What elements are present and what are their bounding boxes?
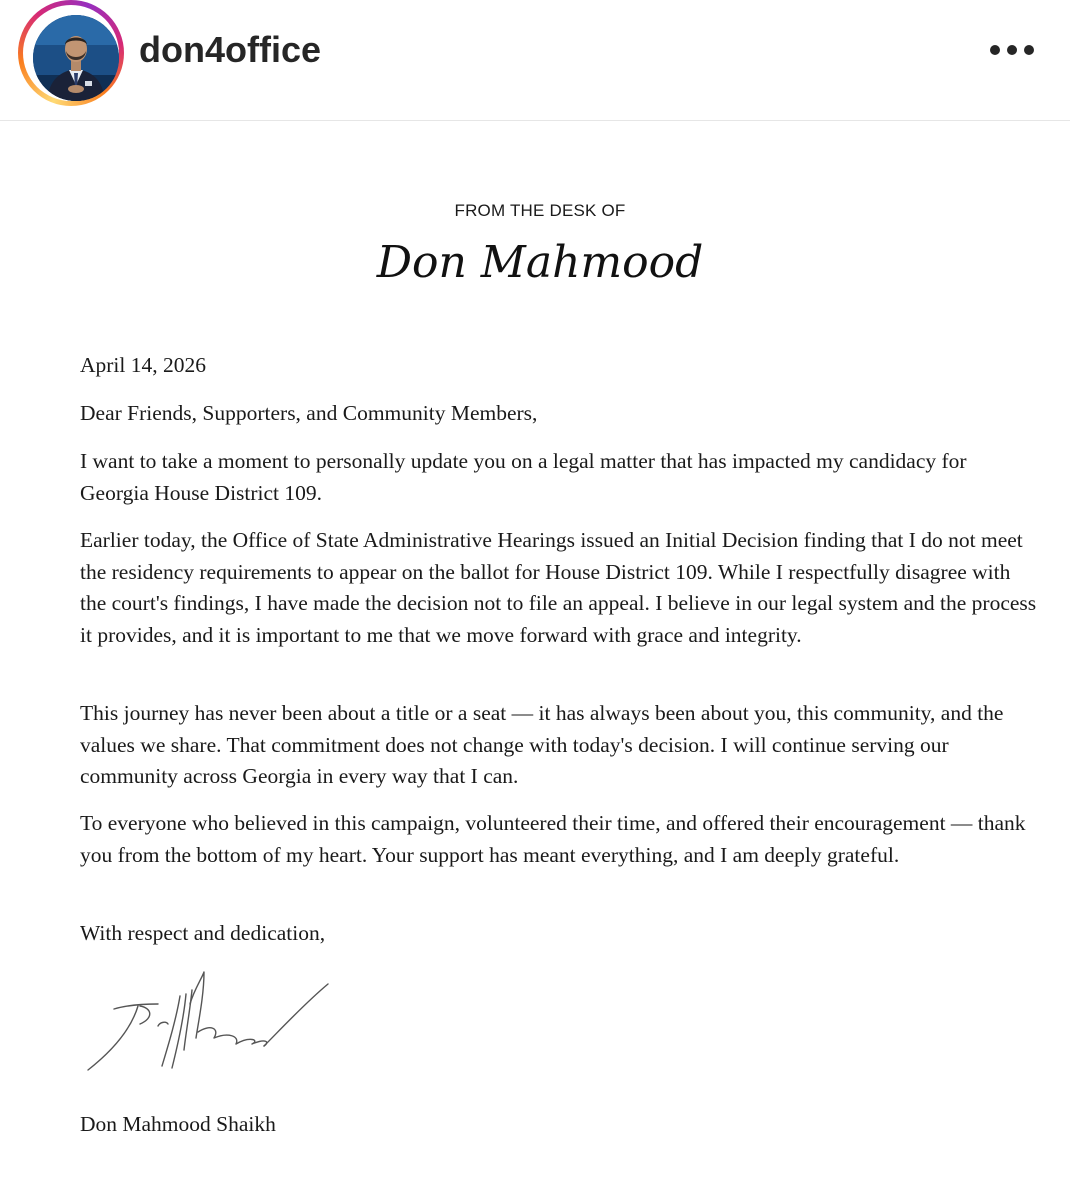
letter-paragraph: Earlier today, the Office of State Administrative Hearings issued an Initial Decision finding that I do not meet the residency requirements to appear on the ballot for House District 109. While I respectfully disagree with the court's findings, I have made the decision not to file an appeal. I believe in our legal system and the process it provides, and it is important to me that we move forward with grace and integrity. — [80, 528, 1037, 647]
more-horizontal-icon[interactable] — [985, 38, 1035, 62]
letter-greeting: Dear Friends, Supporters, and Community Members, — [80, 401, 538, 425]
letterhead-name-script — [300, 233, 780, 293]
letterhead-title: FROM THE DESK OF — [454, 201, 626, 220]
avatar-gap — [23, 5, 119, 101]
letter-paragraph: To everyone who believed in this campaign, volunteered their time, and offered their encouragement — thank you from the bottom of my heart. Your support has meant everything, and I am deeply grateful. — [80, 811, 1026, 867]
letter-closing: With respect and dedication, — [80, 921, 326, 945]
letter-paragraph: I want to take a moment to personally update you on a legal matter that has impacted my candidacy for Georgia House District 109. — [80, 449, 967, 505]
profile-avatar[interactable] — [33, 15, 119, 101]
story-ring[interactable] — [18, 0, 124, 106]
letter-image — [0, 121, 1070, 1200]
username[interactable]: don4office — [139, 29, 322, 70]
letter-paragraph: This journey has never been about a title or a seat — it has always been about you, this community, and the values we share. That commitment does not change with today's decision. I will continue serving our community across Georgia in every way that I can. — [80, 701, 1004, 788]
letterhead-name-text: Don Mahmood — [376, 237, 704, 288]
signature-text: D Mahmood — [80, 966, 86, 967]
post-header — [0, 0, 1070, 121]
handwritten-signature — [80, 966, 340, 1086]
letter-date: April 14, 2026 — [80, 353, 207, 377]
avatar-photo — [33, 15, 119, 101]
letter-signer-name: Don Mahmood Shaikh — [80, 1112, 276, 1136]
